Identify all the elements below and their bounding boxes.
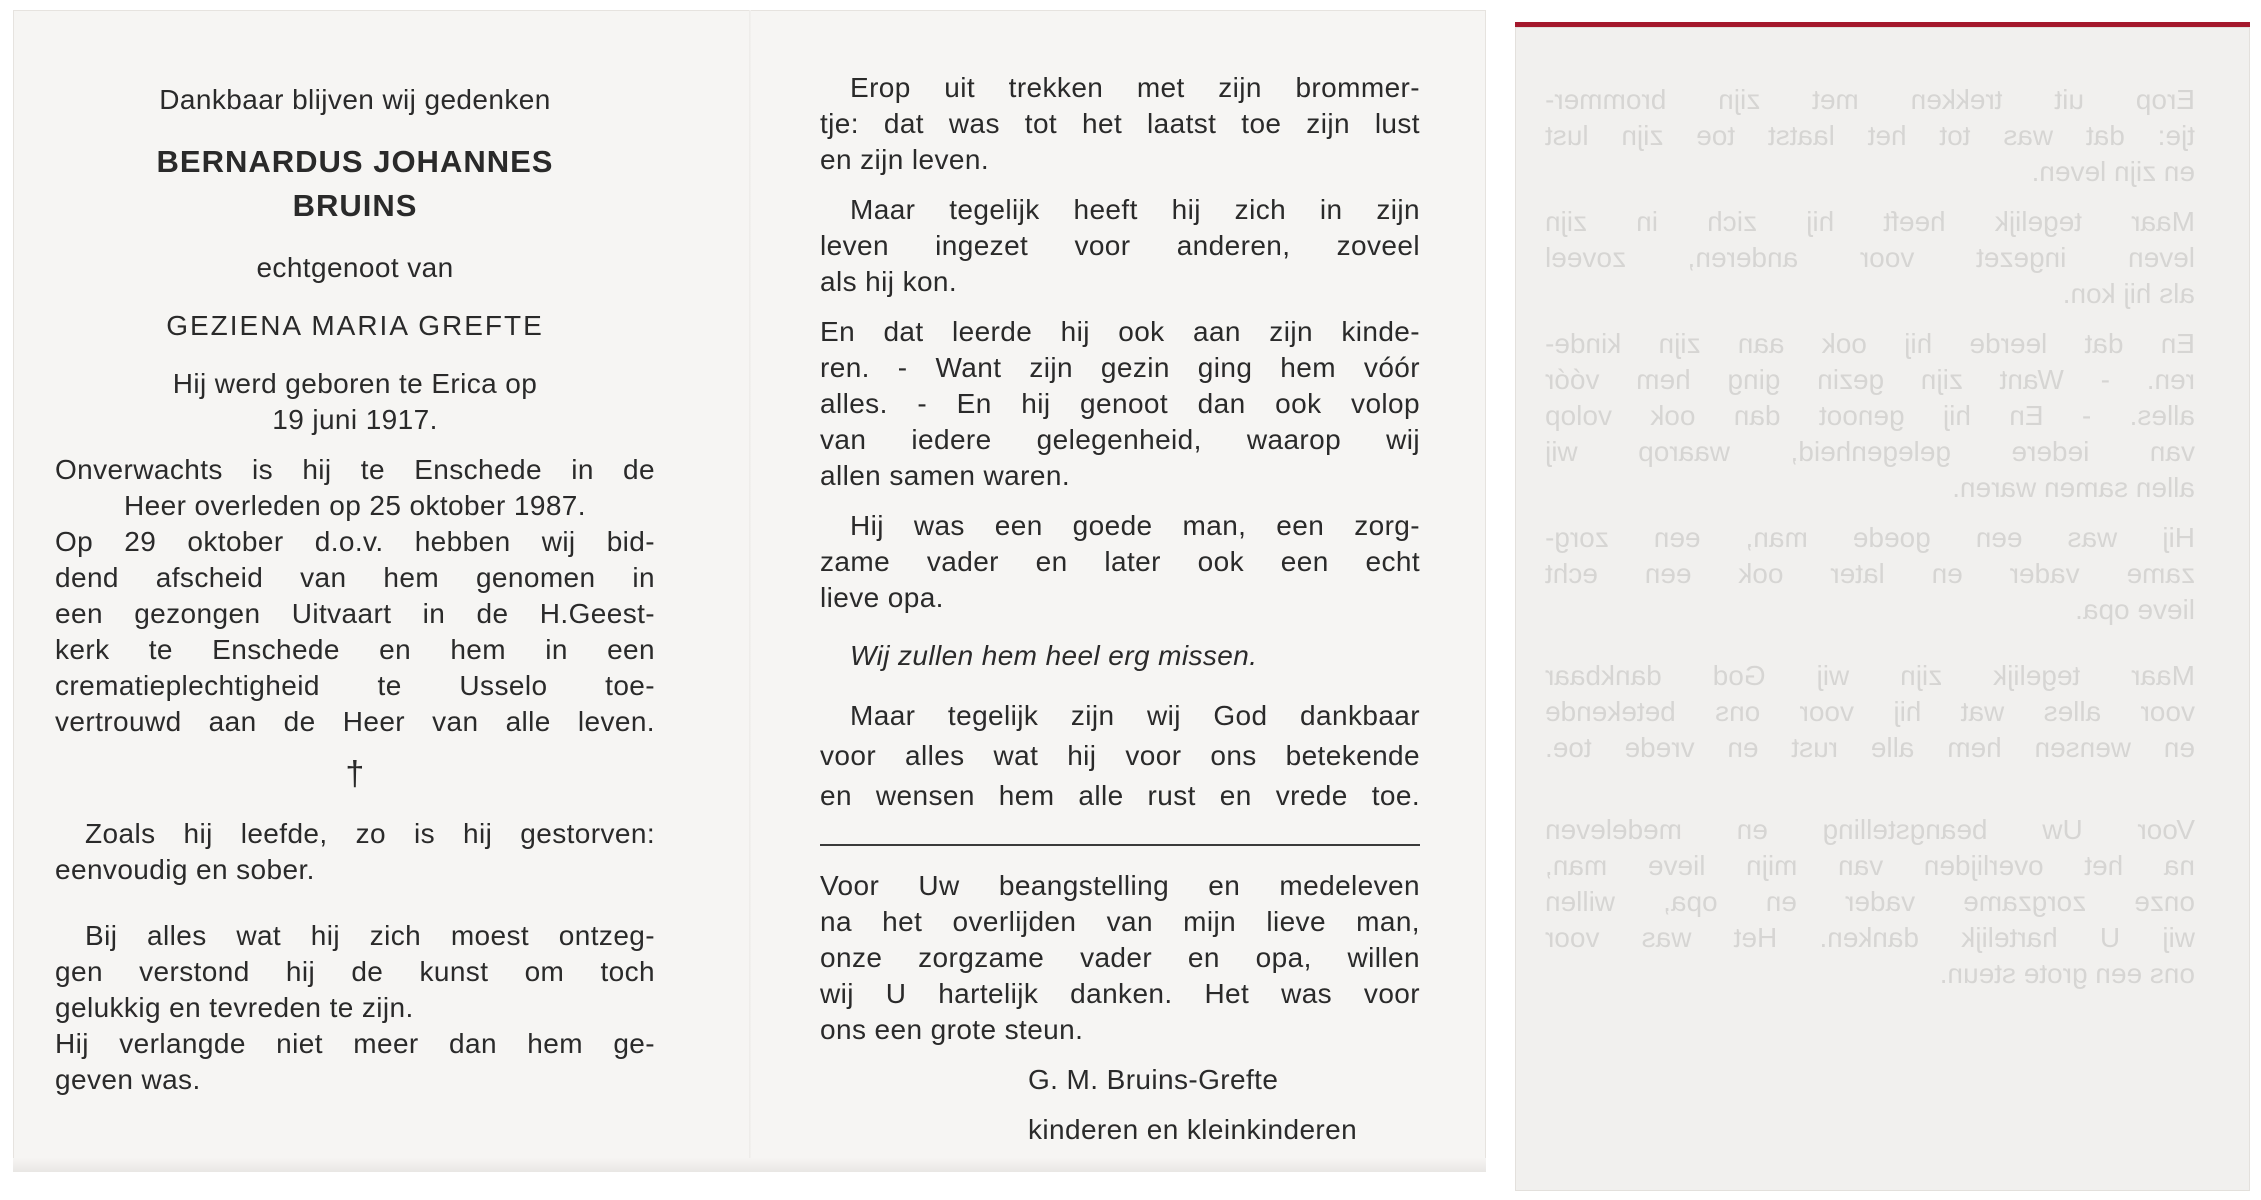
verse-line: eenvoudig en sober.	[55, 854, 315, 885]
memorial-card-back	[1515, 22, 2250, 1191]
funeral-line: crematieplechtigheid te Usselo toe-	[55, 670, 655, 701]
funeral-line: vertrouwd aan de Heer van alle leven.	[55, 706, 655, 737]
paragraph-line: Hij was een goede man, een zorg-	[850, 510, 1420, 541]
funeral-line: kerk te Enschede en hem in een	[55, 634, 655, 665]
paragraph-line: als hij kon.	[820, 266, 958, 297]
paragraph-line: Maar tegelijk heeft hij zich in zijn	[850, 194, 1420, 225]
miss-line: Wij zullen hem heel erg missen.	[850, 640, 1258, 671]
paragraph-line: allen samen waren.	[820, 460, 1070, 491]
paragraph-line: lieve opa.	[820, 582, 944, 613]
verse-line: gen verstond hij de kunst om toch	[55, 956, 655, 987]
acknowledgement-line: Voor Uw beangstelling en medeleven	[820, 870, 1420, 901]
deceased-name-line1: BERNARDUS JOHANNES	[156, 144, 554, 179]
card-bottom-edge	[13, 1158, 1486, 1172]
acknowledgement-line: onze zorgzame vader en opa, willen	[820, 942, 1420, 973]
paragraph-line: ren. - Want zijn gezin ging hem vóór	[820, 352, 1420, 383]
funeral-line: dend afscheid van hem genomen in	[55, 562, 655, 593]
signature-family: kinderen en kleinkinderen	[1028, 1114, 1358, 1145]
acknowledgement-line: wij U hartelijk danken. Het was voor	[820, 978, 1420, 1009]
spouse-name: GEZIENA MARIA GREFTE	[166, 310, 544, 341]
thanks-line: voor alles wat hij voor ons betekende	[820, 740, 1420, 771]
intro-text: Dankbaar blijven wij gedenken	[159, 84, 551, 115]
thanks-line: Maar tegelijk zijn wij God dankbaar	[850, 700, 1420, 731]
paragraph-line: Erop uit trekken met zijn brommer-	[850, 72, 1420, 103]
deceased-name-line2: BRUINS	[292, 188, 418, 223]
spouse-intro: echtgenoot van	[256, 252, 454, 283]
verse-line: gelukkig en tevreden te zijn.	[55, 992, 414, 1023]
verse-line: Bij alles wat hij zich moest ontzeg-	[85, 920, 655, 951]
paragraph-line: zame vader en later ook een echt	[820, 546, 1420, 577]
paragraph-line: alles. - En hij genoot dan ook volop	[820, 388, 1420, 419]
cross-icon: †	[345, 755, 365, 793]
signature-name: G. M. Bruins-Grefte	[1028, 1064, 1279, 1095]
verse-line: geven was.	[55, 1064, 201, 1095]
acknowledgement-line: na het overlijden van mijn lieve man,	[820, 906, 1420, 937]
paragraph-line: tje: dat was tot het laatst toe zijn lust	[820, 108, 1420, 139]
paragraph-line: En dat leerde hij ook aan zijn kinde-	[820, 316, 1420, 347]
verse-line: Hij verlangde niet meer dan hem ge-	[55, 1028, 655, 1059]
right-panel	[820, 70, 1420, 1148]
born-line2: 19 juni 1917.	[272, 404, 438, 435]
funeral-line: Op 29 oktober d.o.v. hebben wij bid-	[55, 526, 655, 557]
fold-line	[749, 10, 751, 1172]
paragraph-line: leven ingezet voor anderen, zoveel	[820, 230, 1420, 261]
verse-line: Zoals hij leefde, zo is hij gestorven:	[85, 818, 655, 849]
thanks-line: en wensen hem alle rust en vrede toe.	[820, 780, 1420, 811]
death-line: Heer overleden op 25 oktober 1987.	[124, 490, 586, 521]
left-panel	[55, 82, 655, 1098]
paragraph-line: en zijn leven.	[820, 144, 990, 175]
funeral-line: een gezongen Uitvaart in de H.Geest-	[55, 598, 655, 629]
divider-rule	[820, 844, 1420, 846]
born-line1: Hij werd geboren te Erica op	[172, 368, 538, 399]
acknowledgement-line: ons een grote steun.	[820, 1014, 1084, 1045]
death-line: Onverwachts is hij te Enschede in de	[55, 454, 655, 485]
paragraph-line: van iedere gelegenheid, waarop wij	[820, 424, 1420, 455]
